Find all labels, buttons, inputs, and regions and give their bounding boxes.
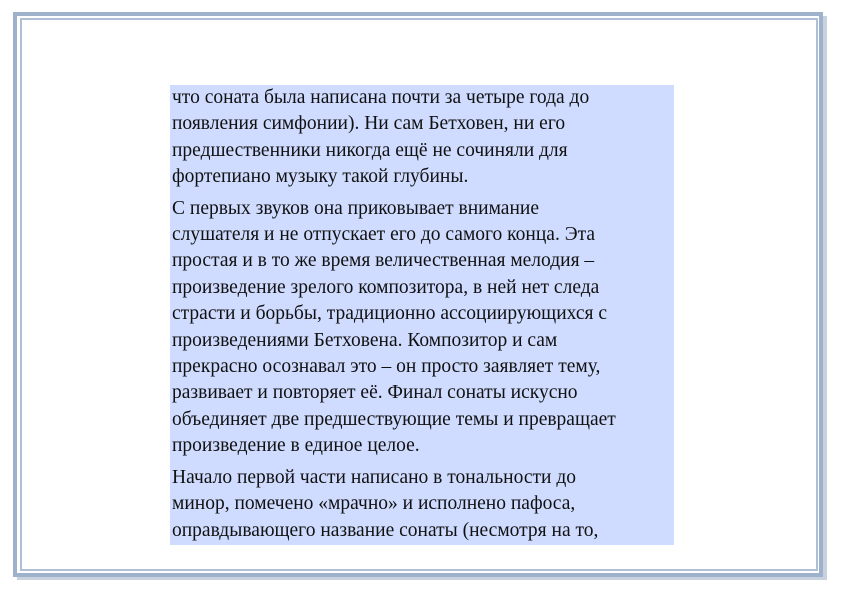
frame-shadow-right [823,16,827,579]
paragraph-1: что соната была написана почти за четыре года до появления симфонии). Ни сам Бетховен, ни его предшественники никогда ещё не сочиняли для фортепиано музыку такой глубины. [172,87,590,188]
frame-shadow-bottom [17,577,827,580]
text-box [170,85,674,545]
paragraph-2: С первых звуков она приковывает внимание слушателя и не отпускает его до самого конца. Эта простая и в то же время величественная мелодия – произведение зрелого композитора, в ней нет следа страсти и борьбы, традиционно ассоциирующихся с произведениями Бетховена. Композитор и сам прекрасно осознавал это – он просто заявляет тему, развивает и повторяет её. Финал сонаты искусно объединяет две предшествующие темы и превращает произведение в единое целое. [172,197,616,457]
paragraph-3: Начало первой части написано в тональности до минор, помечено «мрачно» и исполнено пафоса, оправдывающего название сонаты (несмотря на то, [172,466,599,541]
